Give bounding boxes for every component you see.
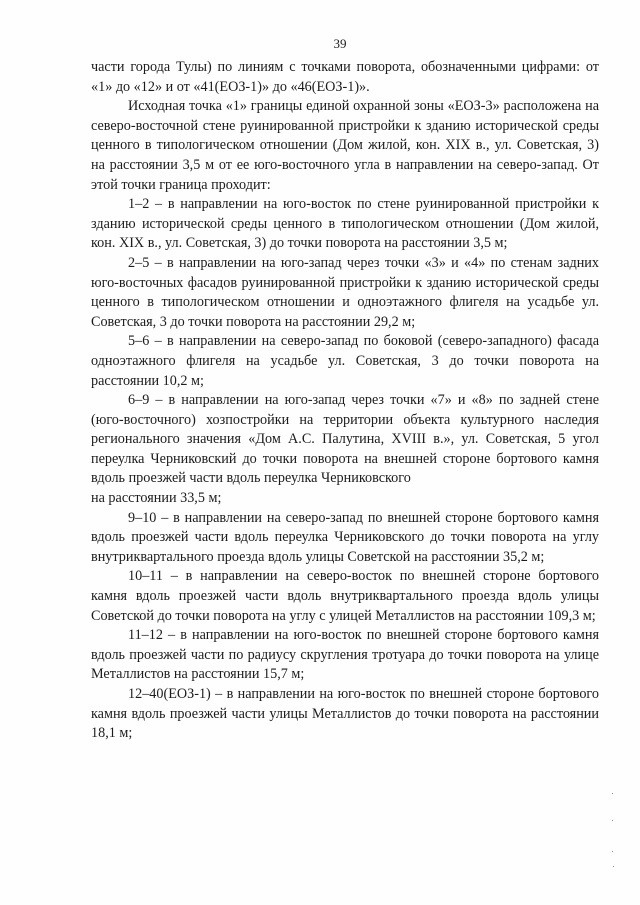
paragraph-segment-9-10: 9–10 – в направлении на северо-запад по внешней стороне бортового камня вдоль проезжей части вдоль переулка Черниковского до точки поворота на углу внутриквартального проезда вдоль улицы Советской на расстоянии 35,2 м; [91,509,599,565]
paragraph-intro-continuation: части города Тулы) по линиям с точками поворота, обозначенными цифрами: от «1» до «12» и от «41(ЕОЗ-1)» до «46(ЕОЗ-1)». [91,59,599,95]
paragraph-segment-6-9-distance: на расстоянии 33,5 м; [91,490,222,507]
paragraph-segment-6-9: 6–9 – в направлении на юго-запад через точки «7» и «8» по задней стене (юго-восточного) хозпостройки на территории объекта культурного наследия регионального значения «Дом А.С. Палутина, XVIII в.», ул. Советская, 5 угол переулка Черниковский до точки поворота на внешней стороне бортового камня вдоль проезжей части вдоль переулка Черниковского [91,392,599,487]
scan-speck [612,820,613,821]
paragraph-segment-2-5: 2–5 – в направлении на юго-запад через точки «3» и «4» по стенам задних юго-восточных фасадов руинированной пристройки к зданию исторической среды ценного в типологическом отношении и одноэтажного флигеля на усадьбе ул. Советская, 3 до точки поворота на расстоянии 29,2 м; [91,254,599,330]
scan-speck [612,793,613,794]
paragraph-segment-1-2: 1–2 – в направлении на юго-восток по стене руинированной пристройки к зданию исторической среды ценного в типологическом отношении (Дом жилой, кон. XIX в., ул. Советская, 3) до точки поворота на расстоянии 3,5 м; [91,196,599,252]
paragraph-starting-point: Исходная точка «1» границы единой охранной зоны «ЕОЗ-3» расположена на северо-восточной стене руинированной пристройки к зданию исторической среды ценного в типологическом отношении (Дом жилой, кон. XIX в., ул. Советская, 3) на расстоянии 3,5 м от ее юго-восточного угла в направлении на северо-запад. От этой точки граница проходит: [91,98,599,193]
page-number: 39 [333,36,347,51]
paragraph-segment-12-40: 12–40(ЕОЗ-1) – в направлении на юго-восток по внешней стороне бортового камня вдоль проезжей части улицы Металлистов до точки поворота на расстоянии 18,1 м; [91,686,599,742]
paragraph-segment-5-6: 5–6 – в направлении на северо-запад по боковой (северо-западного) фасада одноэтажного флигеля на усадьбе ул. Советская, 3 до точки поворота на расстоянии 10,2 м; [91,333,599,389]
scan-speck [612,851,613,852]
paragraph-segment-11-12: 11–12 – в направлении на юго-восток по внешней стороне бортового камня вдоль проезжей части по радиусу скругления тротуара до точки поворота на улице Металлистов на расстоянии 15,7 м; [91,627,599,683]
scan-speck [613,866,614,867]
paragraph-segment-10-11: 10–11 – в направлении на северо-восток по внешней стороне бортового камня вдоль проезжей части вдоль внутриквартального проезда вдоль улицы Советской до точки поворота на углу с улицей Металлистов на расстоянии 109,3 м; [91,568,599,624]
document-body [91,58,599,744]
